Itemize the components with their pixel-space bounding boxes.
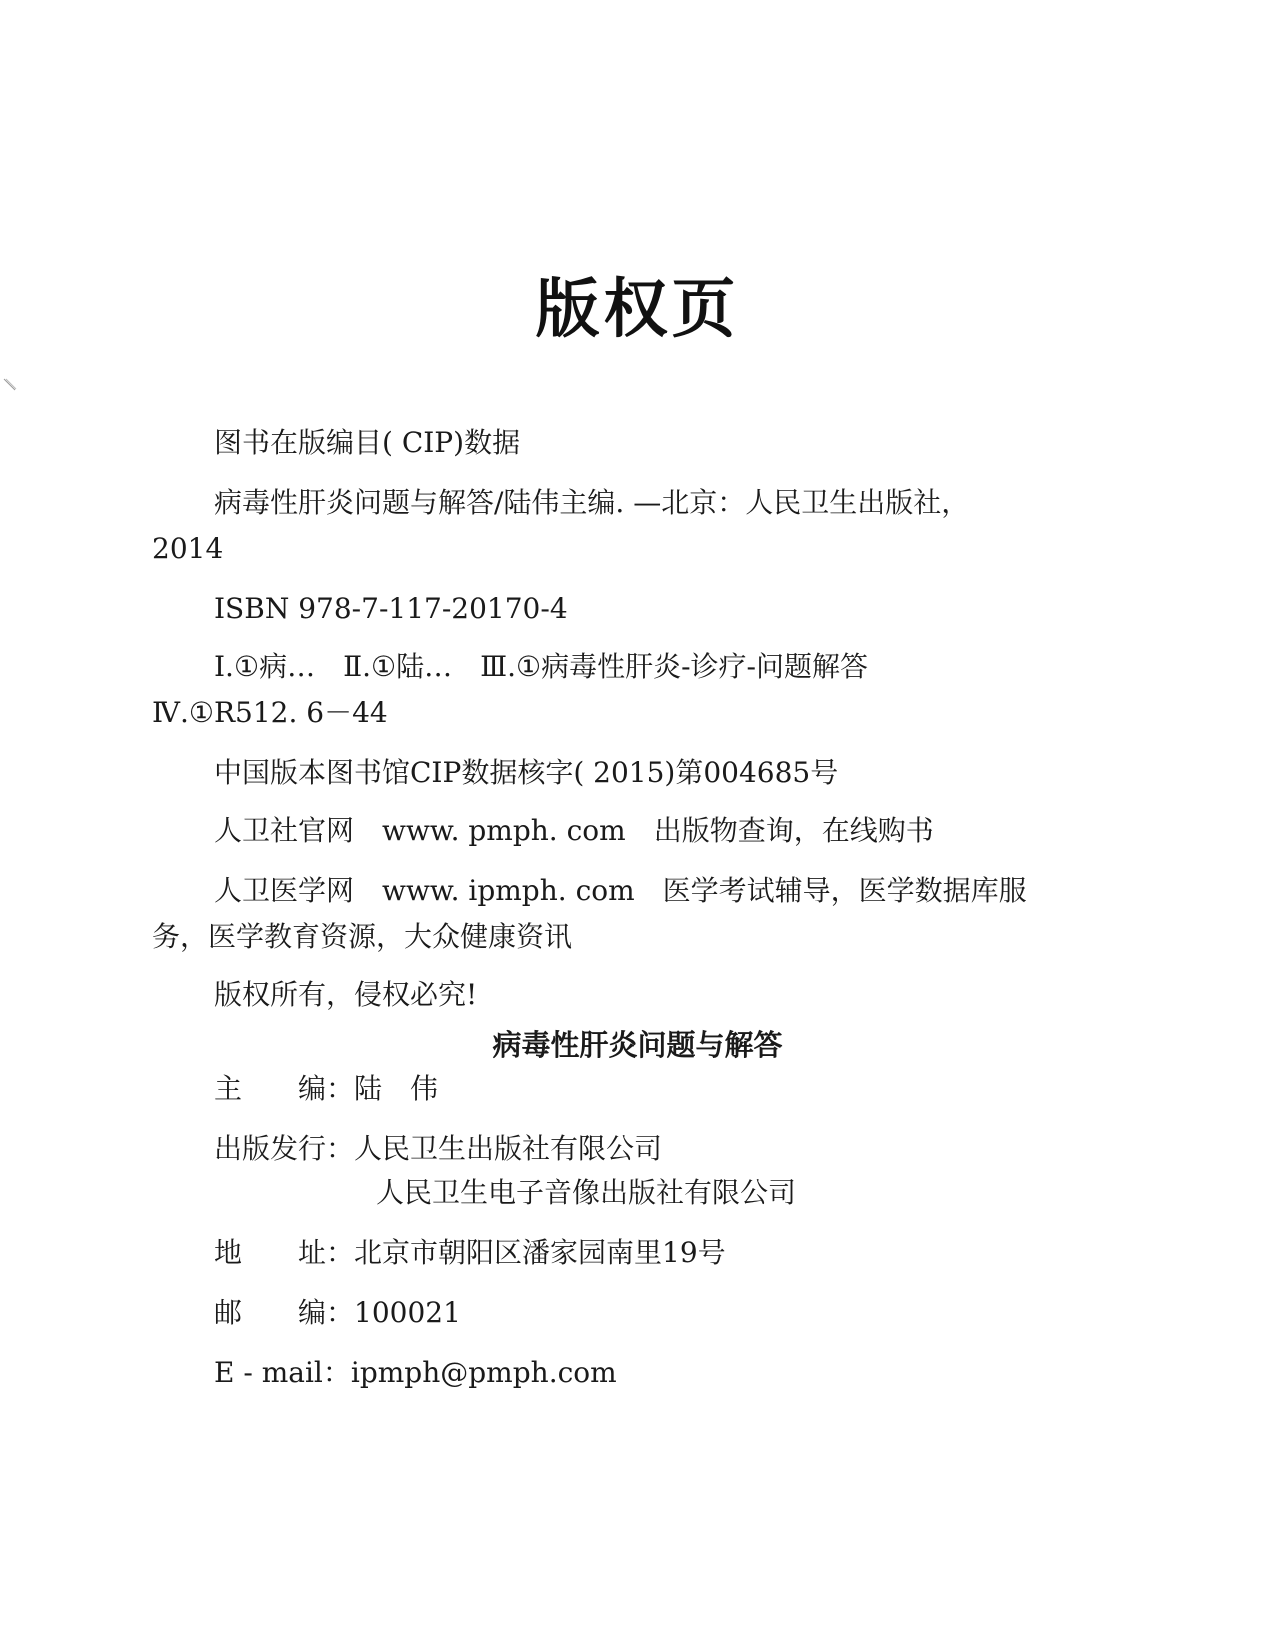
publisher-row bbox=[214, 1126, 662, 1172]
cip-book-line-2: 2014 bbox=[152, 532, 224, 565]
postcode-colon: ： bbox=[326, 1296, 355, 1329]
publisher-colon: ： bbox=[326, 1132, 355, 1165]
address-label: 地 址 bbox=[214, 1236, 327, 1269]
editor-colon: ： bbox=[326, 1072, 355, 1105]
postcode-label: 邮 编 bbox=[214, 1296, 327, 1329]
cip-heading: 图书在版编目( CIP)数据 bbox=[214, 426, 521, 459]
address-row bbox=[214, 1230, 726, 1276]
publisher-value-1: 人民卫生出版社有限公司 bbox=[354, 1132, 663, 1165]
scan-artifact-mark bbox=[3, 378, 17, 392]
cip-book-line-1: 病毒性肝炎问题与解答/陆伟主编. —北京：人民卫生出版社， bbox=[214, 486, 970, 519]
page-title: 版权页 bbox=[535, 273, 740, 347]
website-ipmph-line-1: 人卫医学网 www. ipmph. com 医学考试辅导，医学数据库服 bbox=[214, 874, 1027, 907]
email-value: ipmph@pmph.com bbox=[350, 1356, 617, 1389]
cip-class-line-2: Ⅳ.①R512. 6－44 bbox=[152, 696, 388, 729]
publisher-value-2: 人民卫生电子音像出版社有限公司 bbox=[376, 1176, 797, 1209]
book-title: 病毒性肝炎问题与解答 bbox=[492, 1028, 783, 1062]
address-value: 北京市朝阳区潘家园南里19号 bbox=[354, 1236, 726, 1269]
copyright-notice: 版权所有，侵权必究! bbox=[214, 978, 478, 1011]
editor-label: 主 编 bbox=[214, 1072, 327, 1105]
cip-isbn: ISBN 978-7-117-20170-4 bbox=[214, 592, 568, 625]
postcode-value: 100021 bbox=[354, 1296, 461, 1329]
cip-verification: 中国版本图书馆CIP数据核字( 2015)第004685号 bbox=[214, 756, 839, 789]
postcode-row bbox=[214, 1290, 461, 1336]
editor-row bbox=[214, 1066, 438, 1112]
email-row bbox=[214, 1350, 617, 1396]
cip-class-line-1: Ⅰ.①病… Ⅱ.①陆… Ⅲ.①病毒性肝炎-诊疗-问题解答 bbox=[214, 650, 869, 683]
website-pmph-line: 人卫社官网 www. pmph. com 出版物查询，在线购书 bbox=[214, 814, 934, 847]
editor-value: 陆 伟 bbox=[354, 1072, 439, 1105]
website-ipmph-line-2: 务，医学教育资源，大众健康资讯 bbox=[152, 920, 573, 953]
email-label: E - mail bbox=[214, 1356, 323, 1389]
publisher-label: 出版发行 bbox=[214, 1132, 327, 1165]
address-colon: ： bbox=[326, 1236, 355, 1269]
email-colon: ： bbox=[322, 1356, 351, 1389]
